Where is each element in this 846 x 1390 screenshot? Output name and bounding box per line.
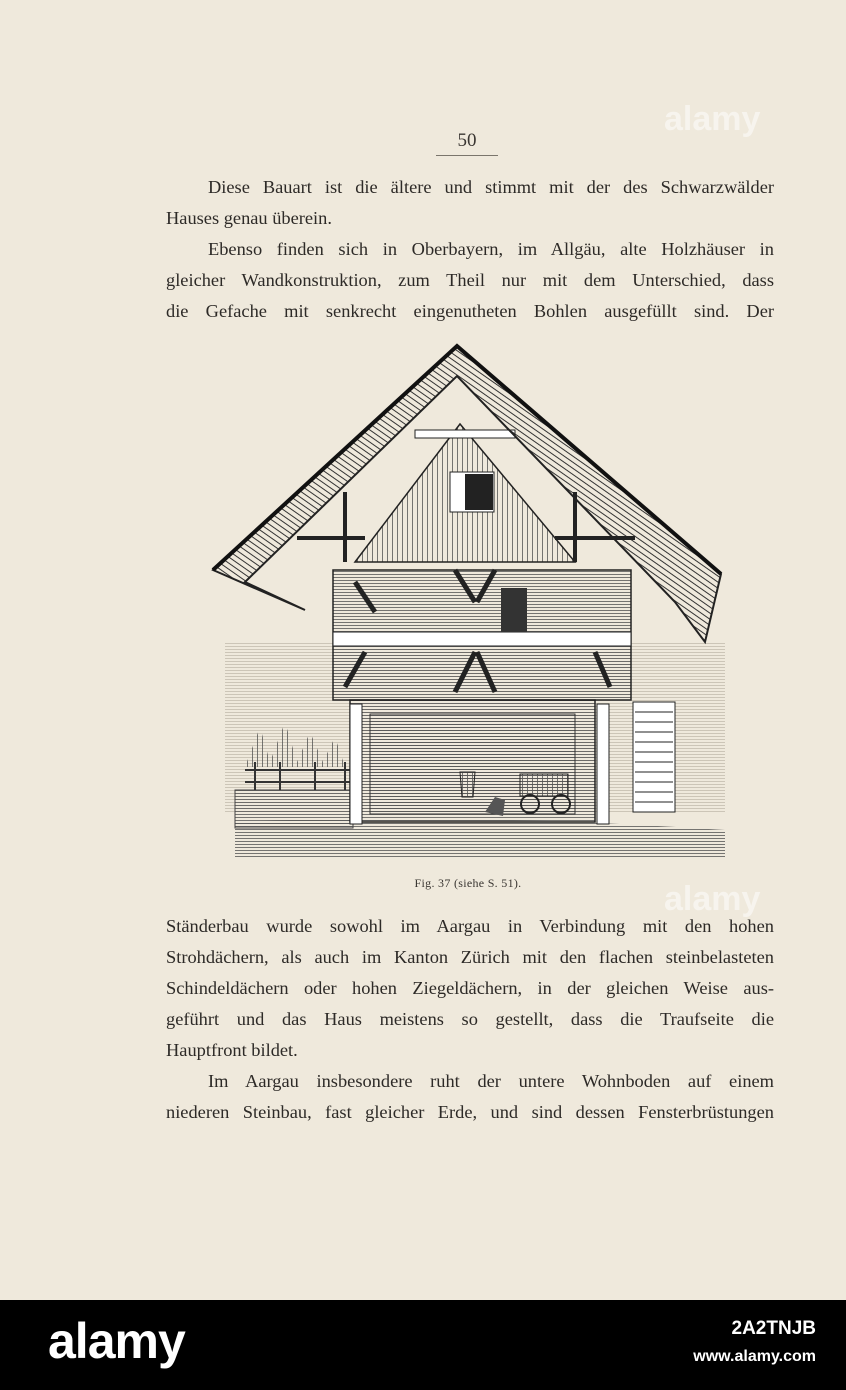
text-line: Ständerbau wurde sowohl im Aargau in Verbindung mit den hohen <box>166 916 774 936</box>
paragraph-1 <box>166 172 774 234</box>
text-line: geführt und das Haus meistens so gestellt, dass die Traufseite die <box>166 1009 774 1029</box>
house-illustration <box>205 342 731 864</box>
paragraph-2 <box>166 234 774 327</box>
storage-room <box>370 714 575 814</box>
text-line: niederen Steinbau, fast gleicher Erde, und sind dessen Fensterbrüstungen <box>166 1102 774 1122</box>
staircase <box>633 702 675 812</box>
page-number: 50 <box>436 130 498 156</box>
site-url[interactable]: www.alamy.com <box>693 1348 816 1365</box>
balcony-rail <box>333 632 631 646</box>
text-line: Diese Bauart ist die ältere und stimmt mit der des Schwarzwälder <box>208 177 774 197</box>
text-line: die Gefache mit senkrecht eingenutheten Bohlen ausgefüllt sind. Der <box>166 301 774 321</box>
watermark: alamy <box>664 880 761 918</box>
watermark: alamy <box>664 100 761 138</box>
stone-wall <box>235 790 353 828</box>
upper-window <box>501 588 527 632</box>
paragraph-3 <box>166 911 774 1066</box>
gable-window-grille <box>465 474 493 510</box>
post-right <box>597 704 609 824</box>
text-line: Im Aargau insbesondere ruht der untere Wohnboden auf einem <box>208 1071 774 1091</box>
basket <box>460 772 475 797</box>
image-id: 2A2TNJB <box>731 1318 816 1339</box>
text-line: Ebenso finden sich in Oberbayern, im Allgäu, alte Holzhäuser in <box>208 239 774 259</box>
gable-beam <box>415 430 515 438</box>
text-line: Schindeldächern oder hohen Ziegeldächern, in der gleichen Weise aus- <box>166 978 774 998</box>
text-line: Hauptfront bildet. <box>166 1040 298 1060</box>
figure-caption: Fig. 37 (siehe S. 51). <box>414 876 522 890</box>
text-line: gleicher Wandkonstruktion, zum Theil nur mit dem Unterschied, dass <box>166 270 774 290</box>
post-left <box>350 704 362 824</box>
paragraph-4 <box>166 1066 774 1128</box>
text-line: Strohdächern, als auch im Kanton Zürich mit den flachen steinbelasteten <box>166 947 774 967</box>
alamy-logo[interactable]: alamy <box>48 1313 185 1369</box>
text-line: Hauses genau überein. <box>166 208 332 228</box>
